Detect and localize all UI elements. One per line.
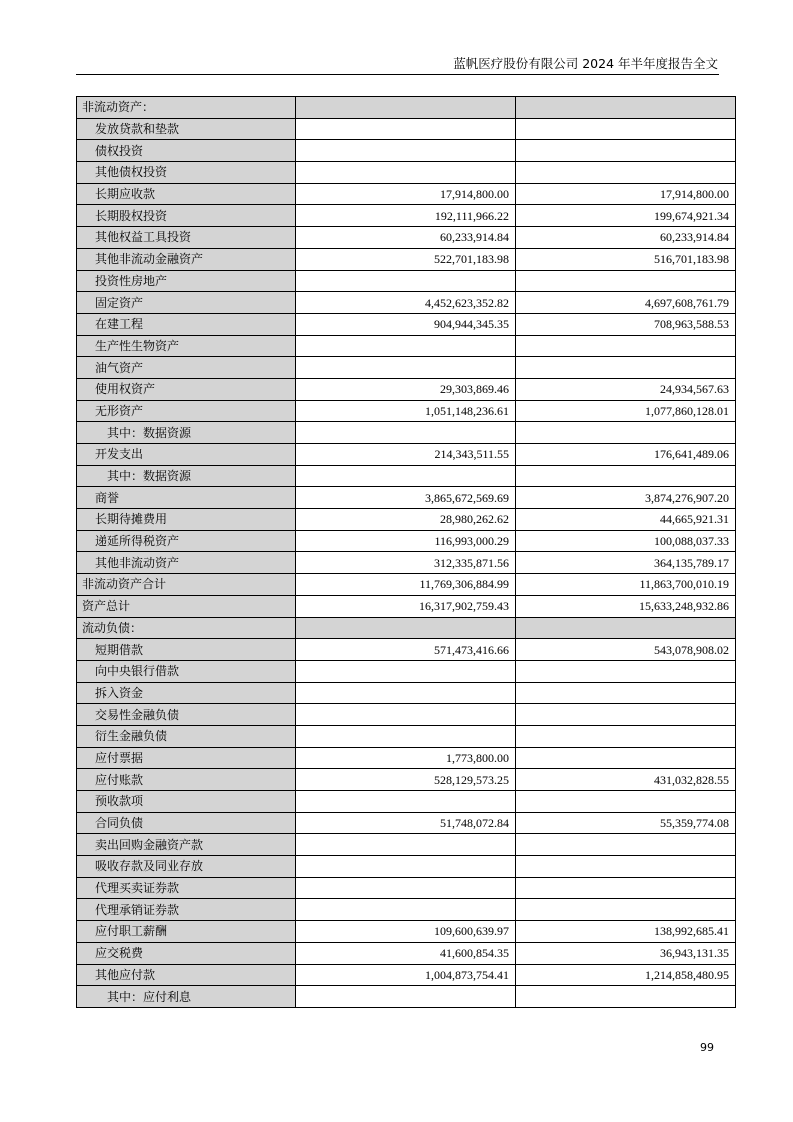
table-row bbox=[77, 877, 736, 899]
row-label: 发放贷款和垫款 bbox=[77, 118, 296, 140]
prior-period-value bbox=[516, 335, 736, 357]
current-period-value: 1,004,873,754.41 bbox=[296, 964, 516, 986]
table-row bbox=[77, 986, 736, 1008]
report-title: 蓝帆医疗股份有限公司 2024 年半年度报告全文 bbox=[453, 56, 718, 71]
current-period-value bbox=[296, 617, 516, 639]
row-label: 合同负债 bbox=[77, 812, 296, 834]
row-label: 非流动资产： bbox=[77, 97, 296, 119]
row-label: 应付票据 bbox=[77, 747, 296, 769]
row-label: 短期借款 bbox=[77, 639, 296, 661]
table-row bbox=[77, 248, 736, 270]
current-period-value bbox=[296, 899, 516, 921]
prior-period-value: 431,032,828.55 bbox=[516, 769, 736, 791]
table-row bbox=[77, 205, 736, 227]
row-label: 向中央银行借款 bbox=[77, 660, 296, 682]
table-row bbox=[77, 313, 736, 335]
prior-period-value bbox=[516, 660, 736, 682]
current-period-value: 60,233,914.84 bbox=[296, 227, 516, 249]
row-label: 使用权资产 bbox=[77, 378, 296, 400]
current-period-value bbox=[296, 877, 516, 899]
table-row bbox=[77, 552, 736, 574]
prior-period-value bbox=[516, 162, 736, 184]
current-period-value bbox=[296, 97, 516, 119]
table-row bbox=[77, 942, 736, 964]
table-row bbox=[77, 227, 736, 249]
prior-period-value bbox=[516, 704, 736, 726]
prior-period-value: 36,943,131.35 bbox=[516, 942, 736, 964]
row-label: 长期应收款 bbox=[77, 183, 296, 205]
current-period-value: 109,600,639.97 bbox=[296, 921, 516, 943]
row-label: 其中：数据资源 bbox=[77, 422, 296, 444]
current-period-value: 51,748,072.84 bbox=[296, 812, 516, 834]
prior-period-value: 364,135,789.17 bbox=[516, 552, 736, 574]
current-period-value bbox=[296, 725, 516, 747]
table-row bbox=[77, 921, 736, 943]
row-label: 在建工程 bbox=[77, 313, 296, 335]
balance-sheet-table bbox=[76, 96, 736, 1008]
prior-period-value bbox=[516, 747, 736, 769]
current-period-value bbox=[296, 704, 516, 726]
table-row bbox=[77, 595, 736, 617]
row-label: 无形资产 bbox=[77, 400, 296, 422]
current-period-value: 1,773,800.00 bbox=[296, 747, 516, 769]
row-label: 其中：应付利息 bbox=[77, 986, 296, 1008]
prior-period-value: 1,214,858,480.95 bbox=[516, 964, 736, 986]
prior-period-value bbox=[516, 877, 736, 899]
row-label: 其他债权投资 bbox=[77, 162, 296, 184]
row-label: 其他非流动金融资产 bbox=[77, 248, 296, 270]
prior-period-value bbox=[516, 834, 736, 856]
prior-period-value: 15,633,248,932.86 bbox=[516, 595, 736, 617]
prior-period-value bbox=[516, 140, 736, 162]
report-header bbox=[76, 56, 719, 75]
current-period-value bbox=[296, 335, 516, 357]
row-label: 资产总计 bbox=[77, 595, 296, 617]
current-period-value bbox=[296, 422, 516, 444]
prior-period-value bbox=[516, 791, 736, 813]
prior-period-value: 17,914,800.00 bbox=[516, 183, 736, 205]
current-period-value bbox=[296, 270, 516, 292]
current-period-value: 312,335,871.56 bbox=[296, 552, 516, 574]
table-row bbox=[77, 660, 736, 682]
row-label: 流动负债： bbox=[77, 617, 296, 639]
row-label: 其他权益工具投资 bbox=[77, 227, 296, 249]
row-label: 衍生金融负债 bbox=[77, 725, 296, 747]
row-label: 应付职工薪酬 bbox=[77, 921, 296, 943]
table-row bbox=[77, 400, 736, 422]
row-label: 应付账款 bbox=[77, 769, 296, 791]
row-label: 卖出回购金融资产款 bbox=[77, 834, 296, 856]
current-period-value bbox=[296, 856, 516, 878]
table-row bbox=[77, 509, 736, 531]
current-period-value: 528,129,573.25 bbox=[296, 769, 516, 791]
table-row bbox=[77, 639, 736, 661]
row-label: 投资性房地产 bbox=[77, 270, 296, 292]
row-label: 非流动资产合计 bbox=[77, 574, 296, 596]
row-label: 代理买卖证券款 bbox=[77, 877, 296, 899]
table-row bbox=[77, 574, 736, 596]
current-period-value: 41,600,854.35 bbox=[296, 942, 516, 964]
prior-period-value bbox=[516, 422, 736, 444]
table-row bbox=[77, 357, 736, 379]
row-label: 固定资产 bbox=[77, 292, 296, 314]
row-label: 长期待摊费用 bbox=[77, 509, 296, 531]
current-period-value bbox=[296, 162, 516, 184]
current-period-value bbox=[296, 986, 516, 1008]
prior-period-value bbox=[516, 465, 736, 487]
table-row bbox=[77, 769, 736, 791]
table-row bbox=[77, 465, 736, 487]
table-row bbox=[77, 422, 736, 444]
row-label: 油气资产 bbox=[77, 357, 296, 379]
row-label: 递延所得税资产 bbox=[77, 530, 296, 552]
prior-period-value bbox=[516, 725, 736, 747]
table-row bbox=[77, 270, 736, 292]
row-label: 其中：数据资源 bbox=[77, 465, 296, 487]
table-row bbox=[77, 118, 736, 140]
current-period-value: 29,303,869.46 bbox=[296, 378, 516, 400]
prior-period-value: 44,665,921.31 bbox=[516, 509, 736, 531]
prior-period-value bbox=[516, 118, 736, 140]
row-label: 生产性生物资产 bbox=[77, 335, 296, 357]
table-row bbox=[77, 834, 736, 856]
current-period-value: 522,701,183.98 bbox=[296, 248, 516, 270]
row-label: 代理承销证券款 bbox=[77, 899, 296, 921]
current-period-value: 16,317,902,759.43 bbox=[296, 595, 516, 617]
current-period-value: 4,452,623,352.82 bbox=[296, 292, 516, 314]
prior-period-value bbox=[516, 856, 736, 878]
current-period-value bbox=[296, 682, 516, 704]
row-label: 债权投资 bbox=[77, 140, 296, 162]
table-row bbox=[77, 183, 736, 205]
table-row bbox=[77, 530, 736, 552]
current-period-value bbox=[296, 791, 516, 813]
current-period-value: 571,473,416.66 bbox=[296, 639, 516, 661]
prior-period-value: 516,701,183.98 bbox=[516, 248, 736, 270]
table-row bbox=[77, 444, 736, 466]
row-label: 预收款项 bbox=[77, 791, 296, 813]
table-row bbox=[77, 487, 736, 509]
current-period-value bbox=[296, 118, 516, 140]
table-row bbox=[77, 378, 736, 400]
prior-period-value: 11,863,700,010.19 bbox=[516, 574, 736, 596]
row-label: 应交税费 bbox=[77, 942, 296, 964]
prior-period-value: 24,934,567.63 bbox=[516, 378, 736, 400]
table-row bbox=[77, 140, 736, 162]
current-period-value: 214,343,511.55 bbox=[296, 444, 516, 466]
prior-period-value bbox=[516, 97, 736, 119]
table-row bbox=[77, 335, 736, 357]
prior-period-value: 60,233,914.84 bbox=[516, 227, 736, 249]
table-row bbox=[77, 682, 736, 704]
prior-period-value: 4,697,608,761.79 bbox=[516, 292, 736, 314]
balance-sheet-body bbox=[77, 97, 736, 1008]
table-row bbox=[77, 856, 736, 878]
row-label: 吸收存款及同业存放 bbox=[77, 856, 296, 878]
table-row bbox=[77, 812, 736, 834]
table-row bbox=[77, 162, 736, 184]
prior-period-value: 1,077,860,128.01 bbox=[516, 400, 736, 422]
current-period-value bbox=[296, 357, 516, 379]
row-label: 交易性金融负债 bbox=[77, 704, 296, 726]
table-row bbox=[77, 704, 736, 726]
prior-period-value: 3,874,276,907.20 bbox=[516, 487, 736, 509]
prior-period-value: 138,992,685.41 bbox=[516, 921, 736, 943]
prior-period-value: 176,641,489.06 bbox=[516, 444, 736, 466]
current-period-value bbox=[296, 660, 516, 682]
row-label: 长期股权投资 bbox=[77, 205, 296, 227]
prior-period-value bbox=[516, 617, 736, 639]
prior-period-value bbox=[516, 986, 736, 1008]
current-period-value: 28,980,262.62 bbox=[296, 509, 516, 531]
prior-period-value: 55,359,774.08 bbox=[516, 812, 736, 834]
current-period-value: 1,051,148,236.61 bbox=[296, 400, 516, 422]
row-label: 其他应付款 bbox=[77, 964, 296, 986]
table-row bbox=[77, 791, 736, 813]
prior-period-value bbox=[516, 682, 736, 704]
prior-period-value bbox=[516, 270, 736, 292]
prior-period-value bbox=[516, 357, 736, 379]
current-period-value: 904,944,345.35 bbox=[296, 313, 516, 335]
row-label: 其他非流动资产 bbox=[77, 552, 296, 574]
table-row bbox=[77, 292, 736, 314]
section-header-row bbox=[77, 97, 736, 119]
prior-period-value: 543,078,908.02 bbox=[516, 639, 736, 661]
current-period-value: 116,993,000.29 bbox=[296, 530, 516, 552]
prior-period-value: 199,674,921.34 bbox=[516, 205, 736, 227]
current-period-value bbox=[296, 834, 516, 856]
prior-period-value: 708,963,588.53 bbox=[516, 313, 736, 335]
current-period-value bbox=[296, 465, 516, 487]
table-row bbox=[77, 964, 736, 986]
table-row bbox=[77, 725, 736, 747]
prior-period-value: 100,088,037.33 bbox=[516, 530, 736, 552]
current-period-value bbox=[296, 140, 516, 162]
table-row bbox=[77, 899, 736, 921]
current-period-value: 3,865,672,569.69 bbox=[296, 487, 516, 509]
table-row bbox=[77, 747, 736, 769]
current-period-value: 192,111,966.22 bbox=[296, 205, 516, 227]
current-period-value: 17,914,800.00 bbox=[296, 183, 516, 205]
section-header-row bbox=[77, 617, 736, 639]
row-label: 商誉 bbox=[77, 487, 296, 509]
prior-period-value bbox=[516, 899, 736, 921]
current-period-value: 11,769,306,884.99 bbox=[296, 574, 516, 596]
row-label: 拆入资金 bbox=[77, 682, 296, 704]
row-label: 开发支出 bbox=[77, 444, 296, 466]
page-number: 99 bbox=[700, 1041, 714, 1054]
